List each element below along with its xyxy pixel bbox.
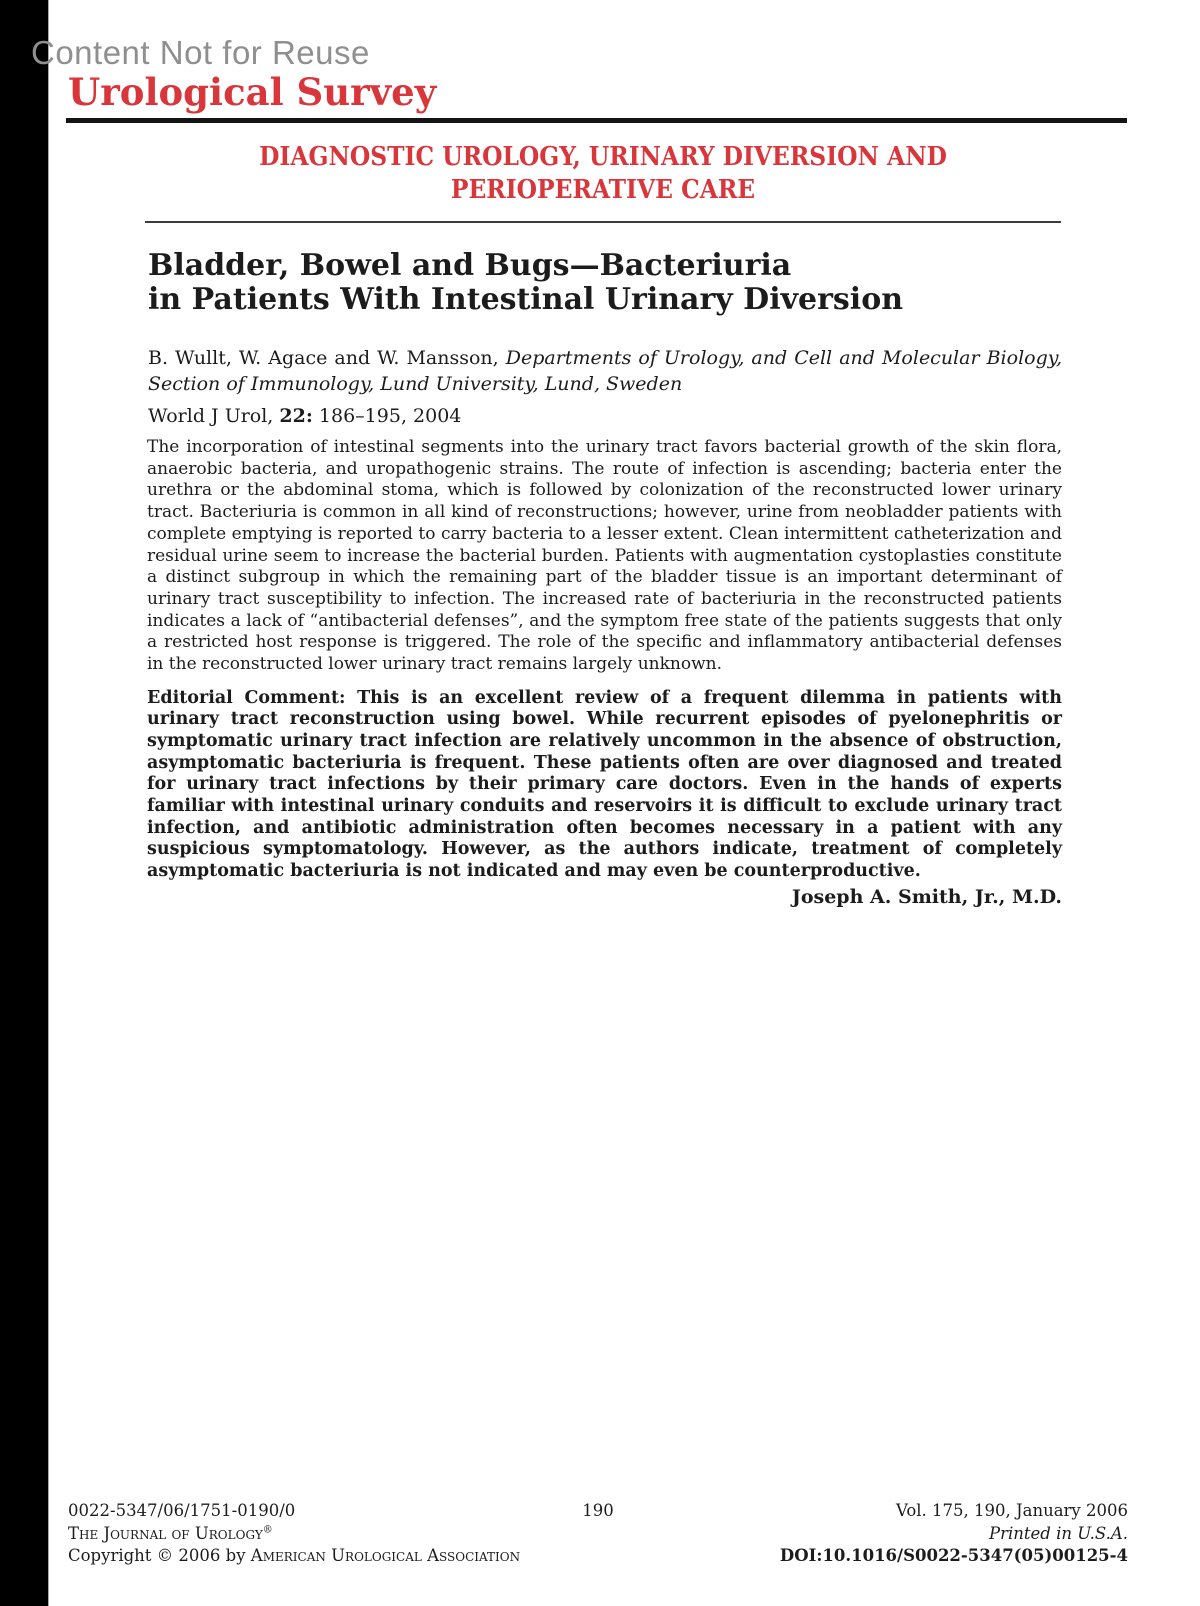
footer-doi: DOI:10.1016/S0022-5347(05)00125-4: [779, 1546, 1128, 1565]
citation-volume: 22:: [279, 405, 313, 427]
article-citation: [148, 405, 1062, 427]
scan-edge-bar: [0, 0, 49, 1606]
article-abstract: The incorporation of intestinal segments into the urinary tract favors bacterial growth of the skin flora, anaerobic bacteria, and uropathogenic strains. The route of infection is ascending; bacteria enter the urethra or the abdominal stoma, which is followed by colonization of the reconstructed lower urinary tract. Bacteriuria is common in all kind of reconstructions; however, urine from neobladder patients with complete emptying is reported to carry bacteria to a lesser extent. Clean intermittent catheterization and residual urine seem to increase the bacterial burden. Patients with augmentation cystoplasties constitute a distinct subgroup in which the remaining part of the bladder tissue is an important determinant of urinary tract susceptibility to infection. The increased rate of bacteriuria in the reconstructed patients indicates a lack of “antibacterial defenses”, and the symptom free state of the patients suggests that only a restricted host response is triggered. The role of the specific and inflammatory antibacterial defenses in the reconstructed lower urinary tract remains largely unknown.: [147, 437, 1062, 675]
footer-journal-name: The Journal of Urology®: [68, 1523, 273, 1543]
editorial-comment: Editorial Comment: This is an excellent review of a frequent dilemma in patients with urinary tract reconstruction using bowel. While recurrent episodes of pyelonephritis or symptomatic urinary tract infection are relatively uncommon in the absence of obstruction, asymptomatic bacteriuria is frequent. These patients often are over diagnosed and treated for urinary tract infections by their primary care doctors. Even in the hands of experts familiar with intestinal urinary conduits and reservoirs it is difficult to exclude urinary tract infection, and antibiotic administration often becomes necessary in a patient with any suspicious symptomatology. However, as the authors indicate, treatment of completely asymptomatic bacteriuria is not indicated and may even be counterproductive.: [147, 687, 1062, 882]
section-divider: [145, 221, 1061, 223]
author-affiliation: Departments of Urology, and Cell and Molecular Biology, Section of Immunology, Lund University, Lund, Sweden: [148, 347, 1063, 395]
footer-copyright: [68, 1545, 521, 1568]
footer-association-name: American Urological Association: [250, 1546, 521, 1565]
page-footer: [68, 1500, 1128, 1568]
citation-journal: World J Urol,: [148, 405, 274, 427]
footer-volume-info: Vol. 175, 190, January 2006: [895, 1501, 1128, 1520]
journal-section-title: Urological Survey: [68, 70, 437, 114]
citation-pages: 186–195, 2004: [318, 405, 462, 427]
footer-right-column: [708, 1500, 1128, 1568]
footer-center-column: [538, 1500, 658, 1523]
footer-page-number: 190: [582, 1501, 614, 1520]
article-title: [148, 249, 1062, 317]
section-heading: [145, 141, 1061, 207]
footer-copyright-prefix: Copyright © 2006 by: [68, 1546, 246, 1565]
registered-mark: ®: [262, 1524, 273, 1535]
article-authors: [148, 345, 1062, 397]
article-title-line2: in Patients With Intestinal Urinary Diversion: [148, 282, 904, 317]
footer-issn-code: 0022-5347/06/1751-0190/0: [68, 1501, 296, 1520]
section-heading-line2: PERIOPERATIVE CARE: [450, 175, 756, 205]
commentator-signature: Joseph A. Smith, Jr., M.D.: [791, 886, 1062, 908]
watermark-text: Content Not for Reuse: [31, 34, 370, 71]
article-title-line1: Bladder, Bowel and Bugs—Bacteriuria: [148, 248, 792, 283]
masthead-divider: [66, 118, 1127, 123]
footer-printed-in: Printed in U.S.A.: [988, 1523, 1128, 1543]
footer-left-column: [68, 1500, 521, 1568]
author-names: B. Wullt, W. Agace and W. Mansson,: [148, 347, 499, 369]
section-heading-line1: DIAGNOSTIC UROLOGY, URINARY DIVERSION AND: [259, 142, 947, 172]
